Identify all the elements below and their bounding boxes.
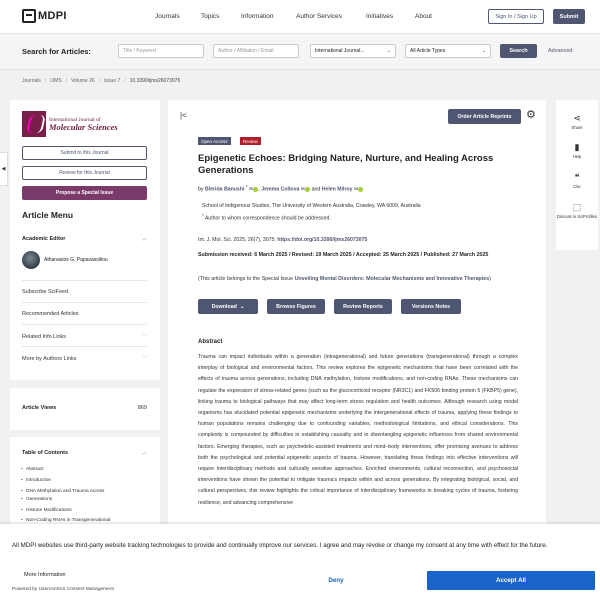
- author-link[interactable]: Jemma Collova: [261, 186, 300, 193]
- toc-title: Table of Contents: [22, 449, 69, 456]
- help-icon: ▮: [574, 142, 580, 152]
- mdpi-logo[interactable]: [22, 9, 67, 23]
- affiliation: School of Indigenous Studies, The University of Western Australia, Crawley, WA 6009, Australia: [202, 203, 421, 209]
- breadcrumb-separator: /: [98, 78, 101, 84]
- top-header: [0, 0, 600, 34]
- editor-name: Athanasios G. Papavassiliou: [44, 257, 108, 263]
- author-input[interactable]: Author / Affiliation / Email: [213, 44, 299, 58]
- discuss-icon: ⬚: [572, 202, 582, 212]
- corresponding-mark: *: [202, 213, 204, 218]
- mail-icon[interactable]: ✉: [249, 186, 254, 193]
- breadcrumb-separator: /: [65, 78, 68, 84]
- avatar: [22, 251, 40, 269]
- divider: [22, 346, 147, 347]
- deny-button[interactable]: Deny: [328, 577, 344, 584]
- article-views-row[interactable]: [22, 405, 147, 411]
- orcid-icon[interactable]: [358, 187, 363, 192]
- toc-item-histone[interactable]: • Histone Modifications: [26, 508, 72, 513]
- author-link[interactable]: Helen Milroy: [321, 186, 353, 193]
- share-icon: ⋖: [573, 113, 581, 123]
- discuss-sciprofiles-button[interactable]: [556, 203, 598, 219]
- article-dates: Submission received: 6 March 2025 / Revised: 19 March 2025 / Accepted: 25 March 2025 / Published: 27 March 2025: [198, 252, 489, 258]
- academic-editor-toggle[interactable]: [22, 235, 147, 242]
- cite-label: Cite: [573, 184, 581, 189]
- gear-icon[interactable]: ⚙: [526, 109, 536, 121]
- help-button[interactable]: [556, 143, 598, 159]
- corresponding-mark: *: [245, 184, 248, 189]
- accept-all-button[interactable]: Accept All: [427, 571, 595, 590]
- abstract-heading: Abstract: [198, 339, 223, 345]
- chevron-down-icon: ⌄: [481, 48, 486, 54]
- special-issue-prefix: (This article belongs to the Special Issue: [198, 276, 294, 282]
- order-reprints-button[interactable]: Order Article Reprints: [448, 109, 521, 124]
- sign-in-button[interactable]: Sign In / Sign Up: [488, 9, 544, 24]
- mdpi-logo-icon: [22, 9, 36, 23]
- share-button[interactable]: [556, 114, 598, 130]
- share-label: Share: [571, 125, 583, 130]
- powered-by-text: Powered by Usercentrics Consent Management: [12, 587, 114, 592]
- propose-special-issue-button[interactable]: Propose a Special Issue: [22, 186, 147, 200]
- mail-icon[interactable]: ✉: [354, 186, 359, 193]
- breadcrumb-journal[interactable]: IJMS: [50, 78, 62, 84]
- breadcrumb-separator: /: [124, 78, 126, 84]
- related-info-links-label: Related Info Links: [22, 333, 67, 340]
- chevron-down-icon: ﹀: [141, 334, 147, 340]
- divider: [22, 302, 147, 303]
- nav-author-services[interactable]: Author Services: [296, 13, 342, 20]
- chevron-down-icon: ⌄: [386, 48, 391, 54]
- review-reports-button[interactable]: Review Reports: [334, 299, 392, 314]
- citation: [198, 237, 367, 243]
- article-type-select-value: All Article Types: [410, 48, 446, 54]
- recommended-articles-link[interactable]: [22, 311, 147, 317]
- toc-item-introduction[interactable]: • Introduction: [26, 478, 51, 483]
- correspondence-text: Author to whom correspondence should be addressed.: [204, 215, 331, 222]
- search-label: Search for Articles:: [22, 47, 91, 56]
- article-type-select[interactable]: [405, 44, 491, 58]
- divider: [22, 324, 147, 325]
- abstract-text: Trauma can impact individuals within a generation (intragenerational) and future generations (transgenerational) through a complex interplay of biological and environmental factors. This review explores the epigenetic mechanisms that have been correlated with the effects of trauma across generations, including DNA methylation, histone modifications, and non-coding RNAs. These mechanisms can regulate the expression of stress-related genes (such as the glucocorticoid receptor (NR3C1) and FK506 binding protein 5 (FKBP5) gene), linking trauma to biological pathways that may affect long-term stress regulation and health outcomes. Although research using model organisms has elucidated potential epigenetic mechanisms underlying the intergenerational effects of trauma, applying these findings to human populations remains challenging due to confounding variables, methodological limitations, and ethical considerations. This complexity is compounded by difficulties in establishing causality and in disentangling epigenetic influences from shared environmental factors. Emerging therapies, such as psychedelic-assisted treatments and mind–body interventions, offer promising avenues to address both the psychological and potential epigenetic aspects of trauma. However, translating these findings into effective interventions will require interdisciplinary methods and culturally sensitive approaches. Enriched environments, cultural reconnection, and psychosocial interventions have shown the potential to mitigate trauma's impacts within and across generations. By integrating biological, social, and cultural perspectives, this review highlights the critical importance of interdisciplinary frameworks in breaking cycles of trauma, fostering resilience, and advancing comprehensive: [198, 354, 518, 506]
- chevron-up-icon: ︿: [141, 236, 147, 242]
- nav-journals[interactable]: Journals: [155, 13, 180, 20]
- author-line: by Blerida Banushi * ✉ , Jemma Collova ✉ and Helen Milroy ✉: [198, 184, 363, 193]
- related-info-links-toggle[interactable]: [22, 333, 147, 340]
- nav-initiatives[interactable]: Initiatives: [366, 13, 394, 20]
- nav-information[interactable]: Information: [241, 13, 274, 20]
- breadcrumb-separator: /: [44, 78, 47, 84]
- subscribe-scifeed-link[interactable]: [22, 289, 147, 295]
- breadcrumb-journals[interactable]: Journals: [22, 78, 41, 84]
- quote-icon: ❝: [574, 172, 580, 182]
- submit-to-journal-button[interactable]: Submit to this Journal: [22, 146, 147, 160]
- mdpi-logo-text: MDPI: [38, 10, 67, 22]
- journal-select[interactable]: [310, 44, 396, 58]
- chevron-down-icon: ﹀: [141, 356, 147, 362]
- orcid-icon[interactable]: [253, 187, 258, 192]
- more-by-authors-label: More by Authors Links: [22, 355, 77, 362]
- download-label: Download: [211, 303, 237, 310]
- journal-select-value: International Journal...: [315, 48, 365, 54]
- submit-button[interactable]: Submit: [553, 9, 585, 24]
- help-label: Help: [572, 154, 582, 159]
- academic-editor[interactable]: [22, 251, 108, 269]
- doi-link[interactable]: https://doi.org/10.3390/ijms26073075: [277, 237, 368, 243]
- download-button[interactable]: [198, 299, 258, 314]
- by-label: by: [198, 186, 204, 193]
- advanced-search-link[interactable]: Advanced: [548, 48, 573, 54]
- review-badge: Review: [240, 137, 261, 145]
- and-label: and: [311, 186, 321, 193]
- author-link[interactable]: Blerida Banushi: [204, 186, 245, 193]
- chevron-down-icon: ⌄: [239, 303, 245, 310]
- article-views-count: 869: [137, 405, 147, 411]
- citation-text: Int. J. Mol. Sci. 2025, 26(7), 3075;: [198, 237, 276, 243]
- journal-logo[interactable]: [22, 110, 142, 138]
- caret-left-icon: ◀: [1, 166, 6, 172]
- divider: [22, 280, 147, 281]
- toc-item-dna-methylation[interactable]: • DNA Methylation and Trauma Across: [26, 489, 104, 494]
- orcid-icon[interactable]: [305, 187, 310, 192]
- nav-topics[interactable]: Topics: [201, 13, 220, 20]
- title-keyword-input[interactable]: Title / Keyword: [118, 44, 204, 58]
- cite-button[interactable]: [556, 173, 598, 189]
- correspondence-note: [202, 213, 331, 222]
- more-information-link[interactable]: More Information: [24, 572, 66, 578]
- discuss-label: Discuss in SciProfiles: [556, 214, 598, 219]
- recommended-articles-label: Recommended Articles: [22, 311, 79, 317]
- cookie-text: All MDPI websites use third-party website tracking technologies to provide and continually improve our services. I agree and may revoke or change my consent at any time with effect for the future.: [12, 542, 548, 549]
- versions-notes-button[interactable]: Versions Notes: [401, 299, 461, 314]
- more-by-authors-toggle[interactable]: [22, 355, 147, 362]
- search-button[interactable]: Search: [500, 44, 537, 58]
- chevron-up-icon: ︿: [141, 450, 147, 456]
- article-views-label: Article Views: [22, 405, 57, 411]
- open-access-badge: Open Access: [198, 137, 231, 145]
- journal-logo-line2: Molecular Sciences: [49, 121, 118, 132]
- collapse-sidebar-button[interactable]: [0, 152, 8, 186]
- subscribe-scifeed-label: Subscribe SciFeed: [22, 289, 69, 295]
- breadcrumb-volume[interactable]: Volume 26: [71, 78, 95, 84]
- special-issue-link[interactable]: Unveiling Mental Disorders: Molecular Mechanisms and Innovative Therapies: [294, 276, 490, 282]
- special-issue-suffix: ): [489, 276, 491, 282]
- toc-item-non-coding-rnas[interactable]: • Non-Coding RNAs in Transgenerational: [26, 518, 110, 523]
- journal-logo-line1: International Journal of: [49, 116, 101, 123]
- collapse-left-icon[interactable]: |<: [180, 111, 187, 120]
- breadcrumb: [22, 78, 180, 84]
- mail-icon[interactable]: ✉: [300, 186, 306, 193]
- nav-about[interactable]: About: [415, 13, 432, 20]
- breadcrumb-doi[interactable]: 10.3390/ijms26073075: [129, 78, 181, 84]
- breadcrumb-issue[interactable]: Issue 7: [104, 78, 121, 84]
- special-issue-note: [198, 275, 518, 283]
- dna-logo-icon: [22, 111, 46, 137]
- academic-editor-label: Academic Editor: [22, 235, 66, 242]
- article-menu-title: Article Menu: [22, 210, 74, 220]
- table-of-contents-toggle[interactable]: [22, 449, 147, 456]
- toc-item-dna-methylation-cont[interactable]: • Generations: [26, 497, 52, 502]
- browse-figures-button[interactable]: Browse Figures: [267, 299, 325, 314]
- review-for-journal-button[interactable]: Review for this Journal: [22, 166, 147, 180]
- toc-item-abstract[interactable]: • Abstract: [26, 467, 44, 472]
- article-title: Epigenetic Echoes: Bridging Nature, Nurture, and Healing Across Generations: [198, 153, 494, 176]
